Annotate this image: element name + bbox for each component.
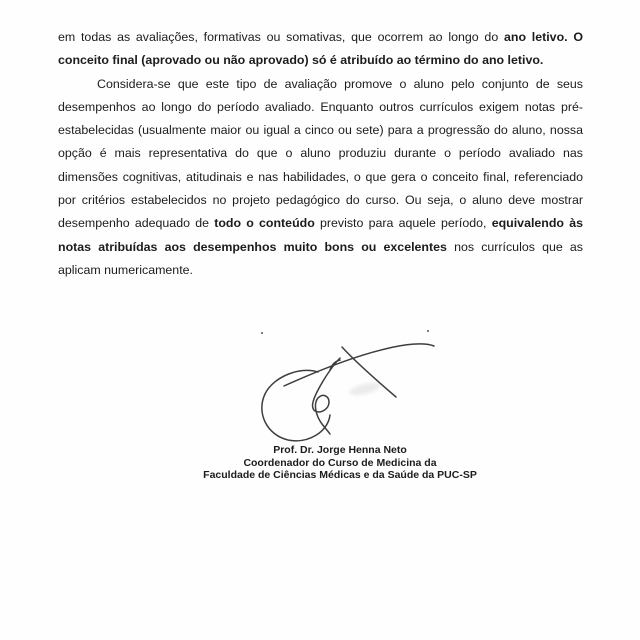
body-run: Considera-se que este tipo de avaliação promove o aluno pelo conjunto de seus xyxy=(97,76,583,91)
body-run-bold: conceito final (aprovado ou não aprovado) só é atribuído ao término do ano letivo. xyxy=(58,53,544,68)
body-line xyxy=(58,96,583,119)
body-run: desempenhos ao longo do período avaliado. Enquanto outros currículos exigem notas pré- xyxy=(58,99,583,114)
pen-dot-right xyxy=(427,330,429,332)
body-line xyxy=(58,189,583,212)
signature-block xyxy=(190,444,490,482)
body-run: desempenho adequado de xyxy=(58,216,215,231)
signature-stroke-flag xyxy=(330,360,340,370)
body-run: opção é mais representativa do que o aluno produziu durante o período avaliado nas xyxy=(58,146,583,161)
body-line xyxy=(58,119,583,142)
ink-smudge xyxy=(348,380,381,397)
body-run: por critérios estabelecidos no projeto pedagógico do curso. Ou seja, o aluno deve mostrar xyxy=(58,193,583,208)
body-line xyxy=(58,166,583,189)
body-line xyxy=(58,142,583,165)
body-run: aplicam numericamente. xyxy=(58,262,193,277)
body-text xyxy=(58,26,583,282)
signature-stroke-stem xyxy=(313,358,340,434)
body-run-bold: notas atribuídas aos desempenhos muito bons ou excelentes xyxy=(58,239,447,254)
signature-stroke-cross xyxy=(342,347,396,397)
body-run-bold: ano letivo. O xyxy=(503,30,583,44)
signature-stroke-loop xyxy=(262,370,330,440)
body-run: nos currículos que as xyxy=(446,239,584,254)
body-run-bold: equivalendo às xyxy=(491,216,583,231)
body-run: em todas as avaliações, formativas ou somativas, que ocorrem ao longo do xyxy=(58,30,504,44)
body-line xyxy=(58,236,583,259)
signature-stroke-arc xyxy=(284,344,434,386)
body-run: previsto para aquele período, xyxy=(314,216,492,231)
body-line xyxy=(58,49,583,72)
body-run: estabelecidas (usualmente maior ou igual a cinco ou sete) para a progressão do aluno, nossa xyxy=(58,123,583,138)
body-run-bold: todo o conteúdo xyxy=(214,216,315,231)
body-line xyxy=(58,26,583,49)
signatory-name: Prof. Dr. Jorge Henna Neto xyxy=(273,444,407,456)
body-line xyxy=(58,73,583,96)
signatory-title: Coordenador do Curso de Medicina da xyxy=(243,456,437,469)
body-line xyxy=(58,259,583,282)
signatory-institution: Faculdade de Ciências Médicas e da Saúde da PUC-SP xyxy=(203,469,477,482)
body-run: dimensões cognitivas, atitudinais e nas habilidades, o que gera o conceito final, referenciado xyxy=(58,169,583,184)
body-line xyxy=(58,212,583,235)
pen-dot-left xyxy=(261,332,263,334)
